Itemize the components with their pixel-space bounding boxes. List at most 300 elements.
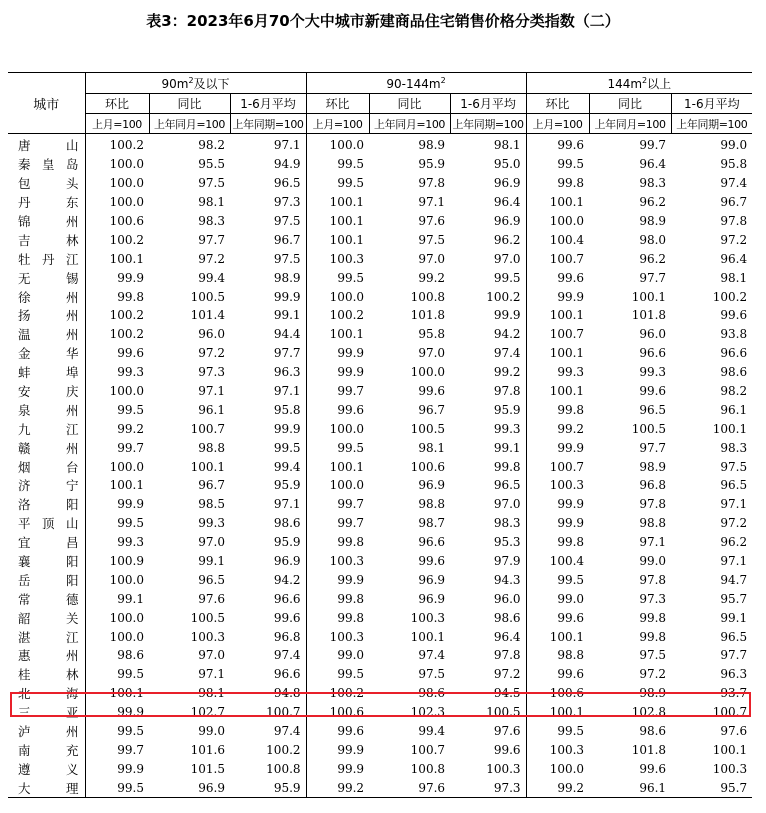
value-cell: 99.8	[557, 402, 585, 417]
value-cell: 96.5	[639, 402, 667, 417]
city-cell: 湛江	[8, 627, 85, 646]
value-cell: 97.0	[450, 249, 526, 268]
value-cell: 100.1	[329, 459, 365, 474]
sub-header-cell: 环比	[85, 94, 149, 114]
value-cell: 100.0	[549, 214, 585, 228]
value-cell: 99.3	[117, 535, 144, 550]
value-cell: 97.7	[720, 648, 748, 663]
value-cell: 99.8	[557, 535, 585, 550]
value-cell: 100.4	[549, 232, 585, 247]
value-cell: 99.5	[337, 440, 365, 455]
table-row	[8, 325, 752, 344]
value-cell: 100.1	[190, 459, 225, 474]
value-cell: 98.1	[198, 686, 225, 701]
value-cell: 101.8	[631, 308, 667, 323]
value-cell: 97.5	[418, 667, 446, 682]
table-row	[8, 514, 752, 533]
value-cell: 98.1	[450, 134, 526, 155]
value-cell: 99.5	[117, 667, 144, 682]
table-row	[8, 570, 752, 589]
value-cell: 100.2	[450, 287, 526, 306]
base-header-cell: 上月=100	[306, 114, 369, 134]
value-cell: 100.1	[109, 478, 144, 493]
value-cell: 98.8	[198, 440, 225, 455]
value-cell: 101.6	[190, 742, 225, 757]
value-cell: 100.7	[549, 459, 585, 474]
city-cell: 赣州	[8, 438, 85, 457]
value-cell: 98.6	[418, 686, 446, 701]
table-row	[8, 778, 752, 797]
value-cell: 97.5	[639, 648, 667, 663]
value-cell: 100.0	[329, 289, 365, 304]
value-cell: 95.8	[230, 400, 306, 419]
value-cell: 100.5	[410, 421, 446, 436]
city-cell: 桂林	[8, 665, 85, 684]
value-cell: 99.0	[337, 648, 365, 663]
sub-header-cell: 1-6月平均	[230, 94, 306, 114]
value-cell: 99.6	[557, 270, 585, 285]
city-cell: 金华	[8, 344, 85, 363]
city-cell: 锦州	[8, 212, 85, 231]
value-cell: 97.6	[198, 591, 225, 606]
value-cell: 94.5	[450, 684, 526, 703]
value-cell: 100.0	[329, 138, 365, 153]
base-header-cell: 上年同期=100	[450, 114, 526, 134]
value-cell: 96.4	[450, 627, 526, 646]
table-row	[8, 363, 752, 382]
value-cell: 102.7	[190, 705, 225, 720]
value-cell: 97.1	[230, 134, 306, 155]
value-cell: 100.6	[549, 686, 585, 701]
sub-header-cell: 同比	[589, 94, 671, 114]
value-cell: 99.1	[198, 554, 225, 569]
city-cell: 济宁	[8, 476, 85, 495]
value-cell: 97.3	[198, 365, 225, 380]
value-cell: 95.3	[450, 533, 526, 552]
value-cell: 96.6	[418, 535, 446, 550]
value-cell: 100.7	[712, 705, 748, 720]
city-cell: 韶关	[8, 608, 85, 627]
city-cell: 牡丹江	[8, 249, 85, 268]
value-cell: 95.9	[450, 400, 526, 419]
value-cell: 100.6	[410, 459, 446, 474]
value-cell: 99.8	[557, 176, 585, 191]
value-cell: 98.6	[117, 648, 144, 663]
value-cell: 99.5	[117, 724, 144, 739]
value-cell: 96.6	[720, 346, 748, 361]
value-cell: 100.1	[329, 214, 365, 228]
value-cell: 98.9	[418, 138, 446, 153]
city-cell: 三亚	[8, 703, 85, 722]
value-cell: 95.8	[418, 327, 446, 342]
value-cell: 97.8	[639, 572, 667, 587]
value-cell: 94.2	[450, 325, 526, 344]
value-cell: 96.8	[639, 478, 667, 493]
value-cell: 97.4	[450, 344, 526, 363]
value-cell: 97.0	[418, 251, 446, 266]
value-cell: 96.7	[198, 478, 225, 493]
value-cell: 97.0	[198, 648, 225, 663]
value-cell: 96.9	[230, 552, 306, 571]
table-row	[8, 476, 752, 495]
value-cell: 97.1	[720, 554, 748, 569]
value-cell: 100.2	[712, 289, 748, 304]
table-row	[8, 684, 752, 703]
value-cell: 96.9	[149, 778, 230, 797]
value-cell: 100.8	[230, 759, 306, 778]
value-cell: 99.6	[557, 138, 585, 153]
table-row	[8, 627, 752, 646]
value-cell: 98.3	[198, 214, 225, 228]
value-cell: 97.6	[369, 778, 450, 797]
value-cell: 99.6	[557, 667, 585, 682]
value-cell: 100.4	[549, 554, 585, 569]
value-cell: 100.5	[190, 610, 225, 625]
value-cell: 95.9	[418, 157, 446, 172]
value-cell: 100.2	[109, 232, 144, 247]
value-cell: 97.1	[198, 384, 225, 399]
value-cell: 100.1	[329, 232, 365, 247]
city-cell: 吉林	[8, 230, 85, 249]
table-row	[8, 268, 752, 287]
value-cell: 102.3	[410, 705, 446, 720]
value-cell: 96.0	[639, 327, 667, 342]
value-cell: 97.1	[198, 667, 225, 682]
value-cell: 98.3	[720, 440, 748, 455]
value-cell: 97.2	[450, 665, 526, 684]
value-cell: 96.9	[450, 174, 526, 193]
value-cell: 98.8	[639, 516, 667, 531]
value-cell: 99.8	[337, 610, 365, 625]
value-cell: 100.0	[109, 610, 144, 625]
value-cell: 99.9	[337, 761, 365, 776]
sub-header-cell: 同比	[369, 94, 450, 114]
value-cell: 99.5	[230, 438, 306, 457]
value-cell: 95.9	[230, 476, 306, 495]
city-cell: 扬州	[8, 306, 85, 325]
value-cell: 99.9	[557, 289, 585, 304]
value-cell: 97.2	[198, 346, 225, 361]
value-cell: 100.1	[712, 742, 748, 757]
value-cell: 96.5	[198, 572, 225, 587]
value-cell: 100.6	[109, 214, 144, 228]
value-cell: 99.2	[526, 778, 589, 797]
value-cell: 100.6	[329, 705, 365, 720]
value-cell: 97.6	[720, 724, 748, 739]
value-cell: 101.4	[190, 308, 225, 323]
value-cell: 98.8	[557, 648, 585, 663]
value-cell: 98.6	[230, 514, 306, 533]
value-cell: 100.1	[329, 327, 365, 342]
value-cell: 99.6	[639, 761, 667, 776]
city-cell: 温州	[8, 325, 85, 344]
value-cell: 100.0	[109, 157, 144, 172]
table-row	[8, 741, 752, 760]
city-cell: 南充	[8, 741, 85, 760]
value-cell: 97.7	[639, 440, 667, 455]
value-cell: 99.8	[639, 629, 667, 644]
value-cell: 97.3	[450, 778, 526, 797]
value-cell: 97.1	[639, 535, 667, 550]
value-cell: 96.2	[450, 230, 526, 249]
value-cell: 100.0	[329, 421, 365, 436]
value-cell: 99.1	[117, 591, 144, 606]
value-cell: 99.5	[117, 402, 144, 417]
value-cell: 99.5	[337, 270, 365, 285]
value-cell: 99.5	[557, 157, 585, 172]
value-cell: 99.9	[117, 705, 144, 720]
value-cell: 99.9	[450, 306, 526, 325]
city-cell: 泸州	[8, 722, 85, 741]
value-cell: 97.1	[720, 497, 748, 512]
table-header	[8, 73, 752, 134]
value-cell: 99.8	[117, 289, 144, 304]
table-row	[8, 419, 752, 438]
value-cell: 99.5	[337, 667, 365, 682]
value-cell: 100.3	[450, 759, 526, 778]
value-cell: 98.1	[418, 440, 446, 455]
table-row	[8, 382, 752, 401]
city-cell: 岳阳	[8, 570, 85, 589]
value-cell: 98.1	[198, 195, 225, 210]
city-cell: 无锡	[8, 268, 85, 287]
value-cell: 96.0	[450, 589, 526, 608]
value-cell: 94.2	[230, 570, 306, 589]
value-cell: 97.2	[720, 516, 748, 531]
value-cell: 97.8	[450, 646, 526, 665]
value-cell: 96.9	[418, 572, 446, 587]
value-cell: 96.8	[230, 627, 306, 646]
value-cell: 100.1	[631, 289, 667, 304]
value-cell: 97.2	[198, 251, 225, 266]
value-cell: 99.9	[557, 440, 585, 455]
value-cell: 99.9	[337, 572, 365, 587]
table-row	[8, 174, 752, 193]
value-cell: 98.1	[720, 270, 748, 285]
value-cell: 96.5	[720, 478, 748, 493]
table-row	[8, 344, 752, 363]
value-cell: 97.0	[418, 346, 446, 361]
value-cell: 93.8	[720, 327, 748, 342]
value-cell: 99.6	[337, 402, 365, 417]
sub-header-cell: 1-6月平均	[671, 94, 752, 114]
value-cell: 95.7	[671, 778, 752, 797]
value-cell: 97.0	[450, 495, 526, 514]
value-cell: 97.3	[639, 591, 667, 606]
base-header-cell: 上年同期=100	[230, 114, 306, 134]
value-cell: 99.7	[337, 384, 365, 399]
value-cell: 96.3	[720, 667, 748, 682]
table-row	[8, 400, 752, 419]
value-cell: 99.3	[117, 365, 144, 380]
value-cell: 97.4	[230, 646, 306, 665]
value-cell: 99.1	[720, 610, 748, 625]
value-cell: 99.5	[557, 572, 585, 587]
value-cell: 97.4	[230, 722, 306, 741]
value-cell: 99.8	[639, 610, 667, 625]
sub-header-cell: 同比	[149, 94, 230, 114]
city-cell: 遵义	[8, 759, 85, 778]
value-cell: 100.3	[549, 742, 585, 757]
base-header-row	[8, 114, 752, 134]
value-cell: 96.6	[639, 346, 667, 361]
value-cell: 95.9	[230, 778, 306, 797]
value-cell: 100.1	[329, 195, 365, 210]
city-cell: 徐州	[8, 287, 85, 306]
value-cell: 99.4	[230, 457, 306, 476]
base-header-cell: 上年同期=100	[671, 114, 752, 134]
value-cell: 99.4	[198, 270, 225, 285]
value-cell: 99.9	[337, 346, 365, 361]
value-cell: 94.4	[230, 325, 306, 344]
value-cell: 99.9	[337, 365, 365, 380]
value-cell: 100.2	[109, 327, 144, 342]
value-cell: 98.2	[720, 384, 748, 399]
table-row	[8, 552, 752, 571]
value-cell: 99.3	[198, 516, 225, 531]
city-cell: 唐山	[8, 134, 85, 155]
value-cell: 97.7	[639, 270, 667, 285]
value-cell: 100.1	[549, 629, 585, 644]
value-cell: 101.8	[410, 308, 446, 323]
value-cell: 95.7	[720, 591, 748, 606]
value-cell: 99.7	[117, 440, 144, 455]
value-cell: 97.5	[230, 249, 306, 268]
value-cell: 97.7	[198, 232, 225, 247]
value-cell: 99.5	[337, 157, 365, 172]
value-cell: 99.9	[117, 497, 144, 512]
value-cell: 99.2	[418, 270, 446, 285]
value-cell: 100.7	[549, 251, 585, 266]
value-cell: 97.5	[720, 459, 748, 474]
value-cell: 99.7	[117, 742, 144, 757]
value-cell: 98.6	[720, 365, 748, 380]
value-cell: 100.0	[109, 384, 144, 399]
value-cell: 99.6	[418, 554, 446, 569]
value-cell: 93.7	[720, 686, 748, 701]
value-cell: 100.1	[712, 421, 748, 436]
city-cell: 烟台	[8, 457, 85, 476]
value-cell: 96.9	[418, 478, 446, 493]
value-cell: 97.4	[418, 648, 446, 663]
value-cell: 100.0	[109, 572, 144, 587]
value-cell: 96.5	[720, 629, 748, 644]
value-cell: 96.7	[230, 230, 306, 249]
value-cell: 99.0	[639, 554, 667, 569]
value-cell: 94.3	[450, 570, 526, 589]
city-cell: 丹东	[8, 193, 85, 212]
value-cell: 96.9	[450, 212, 526, 231]
table-row	[8, 665, 752, 684]
table-row	[8, 759, 752, 778]
value-cell: 96.4	[639, 157, 667, 172]
table-row	[8, 703, 752, 722]
value-cell: 99.2	[306, 778, 369, 797]
value-cell: 97.6	[450, 722, 526, 741]
value-cell: 100.3	[549, 478, 585, 493]
value-cell: 99.9	[117, 761, 144, 776]
value-cell: 100.7	[549, 327, 585, 342]
value-cell: 96.2	[720, 535, 748, 550]
base-header-cell: 上月=100	[526, 114, 589, 134]
table-row	[8, 646, 752, 665]
value-cell: 100.2	[329, 686, 365, 701]
value-cell: 100.2	[230, 741, 306, 760]
value-cell: 99.7	[639, 138, 667, 153]
sub-header-cell: 环比	[306, 94, 369, 114]
value-cell: 100.3	[410, 610, 446, 625]
value-cell: 99.9	[337, 742, 365, 757]
value-cell: 94.7	[720, 572, 748, 587]
value-cell: 98.6	[639, 724, 667, 739]
value-cell: 96.1	[589, 778, 671, 797]
value-cell: 97.5	[230, 212, 306, 231]
value-cell: 99.6	[450, 741, 526, 760]
value-cell: 97.8	[639, 497, 667, 512]
value-cell: 100.7	[190, 421, 225, 436]
value-cell: 100.8	[410, 761, 446, 776]
price-index-table	[8, 72, 752, 798]
value-cell: 99.9	[117, 270, 144, 285]
value-cell: 96.9	[418, 591, 446, 606]
value-cell: 100.2	[109, 138, 144, 153]
value-cell: 99.6	[557, 610, 585, 625]
value-cell: 99.3	[639, 365, 667, 380]
value-cell: 100.2	[109, 308, 144, 323]
value-cell: 100.5	[450, 703, 526, 722]
value-cell: 99.9	[557, 516, 585, 531]
value-cell: 100.3	[712, 761, 748, 776]
table-row	[8, 212, 752, 231]
value-cell: 100.1	[549, 346, 585, 361]
value-cell: 96.6	[230, 665, 306, 684]
value-cell: 97.2	[720, 232, 748, 247]
value-cell: 98.7	[418, 516, 446, 531]
table-row	[8, 457, 752, 476]
value-cell: 99.8	[450, 457, 526, 476]
value-cell: 100.0	[329, 478, 365, 493]
value-cell: 96.0	[198, 327, 225, 342]
city-cell: 泉州	[8, 400, 85, 419]
value-cell: 99.0	[198, 724, 225, 739]
value-cell: 96.4	[450, 193, 526, 212]
city-column-header: 城市	[8, 73, 85, 134]
value-cell: 99.9	[557, 497, 585, 512]
value-cell: 100.2	[329, 308, 365, 323]
value-cell: 96.1	[720, 402, 748, 417]
value-cell: 97.3	[230, 193, 306, 212]
value-cell: 101.8	[631, 742, 667, 757]
sub-header-row	[8, 94, 752, 114]
value-cell: 99.6	[117, 346, 144, 361]
value-cell: 95.9	[230, 533, 306, 552]
group-header-small: $90m^2$及以下	[85, 73, 306, 94]
value-cell: 96.7	[418, 402, 446, 417]
table-body	[8, 134, 752, 798]
value-cell: 96.7	[720, 195, 748, 210]
table-row	[8, 438, 752, 457]
table-row	[8, 533, 752, 552]
value-cell: 99.5	[337, 176, 365, 191]
value-cell: 99.6	[337, 724, 365, 739]
value-cell: 96.2	[639, 251, 667, 266]
value-cell: 97.8	[720, 214, 748, 228]
value-cell: 97.7	[230, 344, 306, 363]
value-cell: 96.2	[639, 195, 667, 210]
city-cell: 平顶山	[8, 514, 85, 533]
value-cell: 100.8	[410, 289, 446, 304]
city-cell: 洛阳	[8, 495, 85, 514]
